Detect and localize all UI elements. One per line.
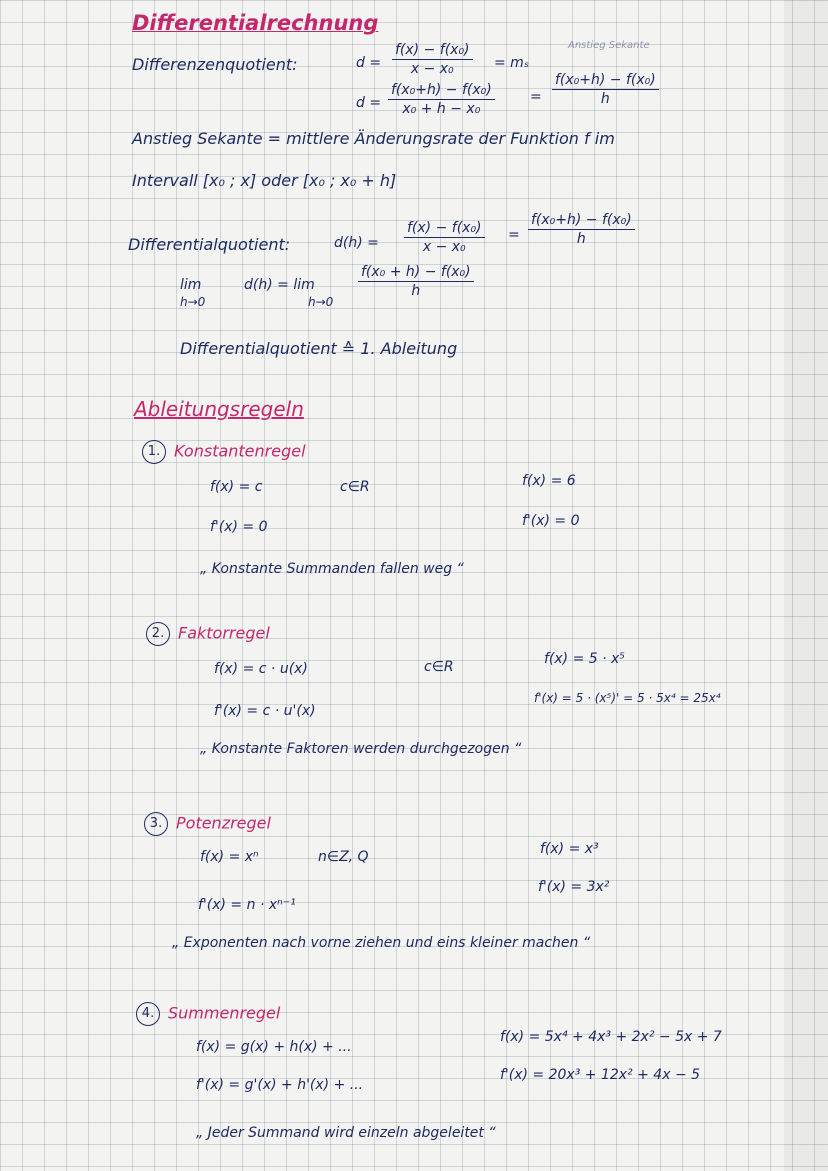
diffq-d2-denominator-right: h bbox=[600, 91, 610, 107]
diffquot-numerator-right: f(x₀+h) − f(x₀) bbox=[528, 212, 635, 230]
page-margin bbox=[784, 0, 828, 1171]
lim-2-subscript: h→0 bbox=[308, 295, 334, 309]
rule-1-heading bbox=[142, 440, 306, 464]
diffquot-fraction bbox=[404, 220, 485, 255]
rule-1-number: 1. bbox=[142, 440, 166, 464]
diffq-d1-numerator: f(x) − f(x₀) bbox=[392, 42, 473, 60]
rule-2-fx: f(x) = c · u(x) bbox=[214, 661, 308, 677]
rule-4-name: Summenregel bbox=[168, 1003, 281, 1023]
rule-1-example-fx: f(x) = 6 bbox=[522, 473, 576, 489]
diffq-d1-fraction bbox=[392, 42, 473, 77]
rule-3-heading bbox=[144, 812, 271, 836]
diffq-d2-numerator-right: f(x₀+h) − f(x₀) bbox=[552, 72, 659, 90]
diffq-d2-equals: = bbox=[530, 89, 542, 105]
rule-2-note: „ Konstante Faktoren werden durchgezogen “ bbox=[200, 741, 522, 757]
diffq-d2-left: d = bbox=[356, 95, 382, 111]
page-title: Differentialrechnung bbox=[132, 11, 379, 35]
rule-2-fpx: f'(x) = c · u'(x) bbox=[214, 703, 316, 719]
rule-4-fx: f(x) = g(x) + h(x) + ... bbox=[196, 1039, 352, 1055]
diffq-d2-denominator: x₀ + h − x₀ bbox=[402, 101, 481, 117]
rule-1-fpx: f'(x) = 0 bbox=[210, 519, 268, 535]
rule-4-number: 4. bbox=[136, 1002, 160, 1026]
rule-4-example-fx: f(x) = 5x⁴ + 4x³ + 2x² − 5x + 7 bbox=[500, 1029, 722, 1045]
rule-2-example-fpx: f'(x) = 5 · (x⁵)' = 5 · 5x⁴ = 25x⁴ bbox=[534, 691, 721, 705]
rules-heading: Ableitungsregeln bbox=[134, 397, 304, 421]
diffquot-label: Differentialquotient: bbox=[128, 235, 291, 254]
rule-2-heading bbox=[146, 622, 270, 646]
rule-3-number: 3. bbox=[144, 812, 168, 836]
diffq-d1-denominator: x − x₀ bbox=[410, 61, 454, 77]
rule-4-example-fpx: f'(x) = 20x³ + 12x² + 4x − 5 bbox=[500, 1067, 701, 1083]
lim-dh: d(h) = lim bbox=[244, 277, 315, 293]
rule-1-domain: c∈R bbox=[340, 479, 370, 495]
lim-fraction bbox=[358, 264, 474, 299]
rule-3-domain: n∈Z, Q bbox=[318, 849, 369, 865]
diffquot-fraction-right bbox=[528, 212, 635, 247]
diffq-d2-fraction bbox=[388, 82, 495, 117]
rule-3-note: „ Exponenten nach vorne ziehen und eins kleiner machen “ bbox=[172, 935, 591, 951]
rule-2-example-fx: f(x) = 5 · x⁵ bbox=[544, 651, 625, 667]
diffquot-dh: d(h) = bbox=[334, 235, 379, 251]
diffq-faded-note: Anstieg Sekante bbox=[568, 40, 650, 51]
rule-2-name: Faktorregel bbox=[178, 623, 270, 643]
diffq-d2-fraction-right bbox=[552, 72, 659, 107]
lim-numerator: f(x₀ + h) − f(x₀) bbox=[358, 264, 474, 282]
rule-1-name: Konstantenregel bbox=[174, 441, 306, 461]
rule-4-heading bbox=[136, 1002, 280, 1026]
rule-2-domain: c∈R bbox=[424, 659, 454, 675]
rule-1-fx: f(x) = c bbox=[210, 479, 263, 495]
diffq-d1-right: = mₛ bbox=[494, 55, 530, 71]
diffquot-equivalence: Differentialquotient ≙ 1. Ableitung bbox=[180, 339, 458, 358]
diffq-d2-numerator: f(x₀+h) − f(x₀) bbox=[388, 82, 495, 100]
rule-1-example-fpx: f'(x) = 0 bbox=[522, 513, 580, 529]
diffq-d1-left: d = bbox=[356, 55, 382, 71]
rule-4-note: „ Jeder Summand wird einzeln abgeleitet “ bbox=[196, 1125, 496, 1141]
diffquot-denominator-right: h bbox=[576, 231, 586, 247]
rule-4-fpx: f'(x) = g'(x) + h'(x) + ... bbox=[196, 1077, 364, 1093]
rule-2-number: 2. bbox=[146, 622, 170, 646]
diffq-label: Differenzenquotient: bbox=[132, 55, 298, 74]
lim-1-subscript: h→0 bbox=[180, 295, 206, 309]
diffquot-denominator: x − x₀ bbox=[422, 239, 466, 255]
rule-3-fpx: f'(x) = n · xⁿ⁻¹ bbox=[198, 897, 296, 913]
diffquot-equals: = bbox=[508, 227, 520, 243]
lim-1: lim bbox=[180, 277, 202, 293]
rule-3-example-fpx: f'(x) = 3x² bbox=[538, 879, 610, 895]
rule-1-note: „ Konstante Summanden fallen weg “ bbox=[200, 561, 464, 577]
diffquot-numerator: f(x) − f(x₀) bbox=[404, 220, 485, 238]
lim-denominator: h bbox=[411, 283, 421, 299]
secant-line-1: Anstieg Sekante = mittlere Änderungsrate der Funktion f im bbox=[132, 129, 615, 148]
rule-3-fx: f(x) = xⁿ bbox=[200, 849, 259, 865]
rule-3-example-fx: f(x) = x³ bbox=[540, 841, 599, 857]
secant-line-2: Intervall [x₀ ; x] oder [x₀ ; x₀ + h] bbox=[132, 171, 397, 190]
rule-3-name: Potenzregel bbox=[176, 813, 271, 833]
